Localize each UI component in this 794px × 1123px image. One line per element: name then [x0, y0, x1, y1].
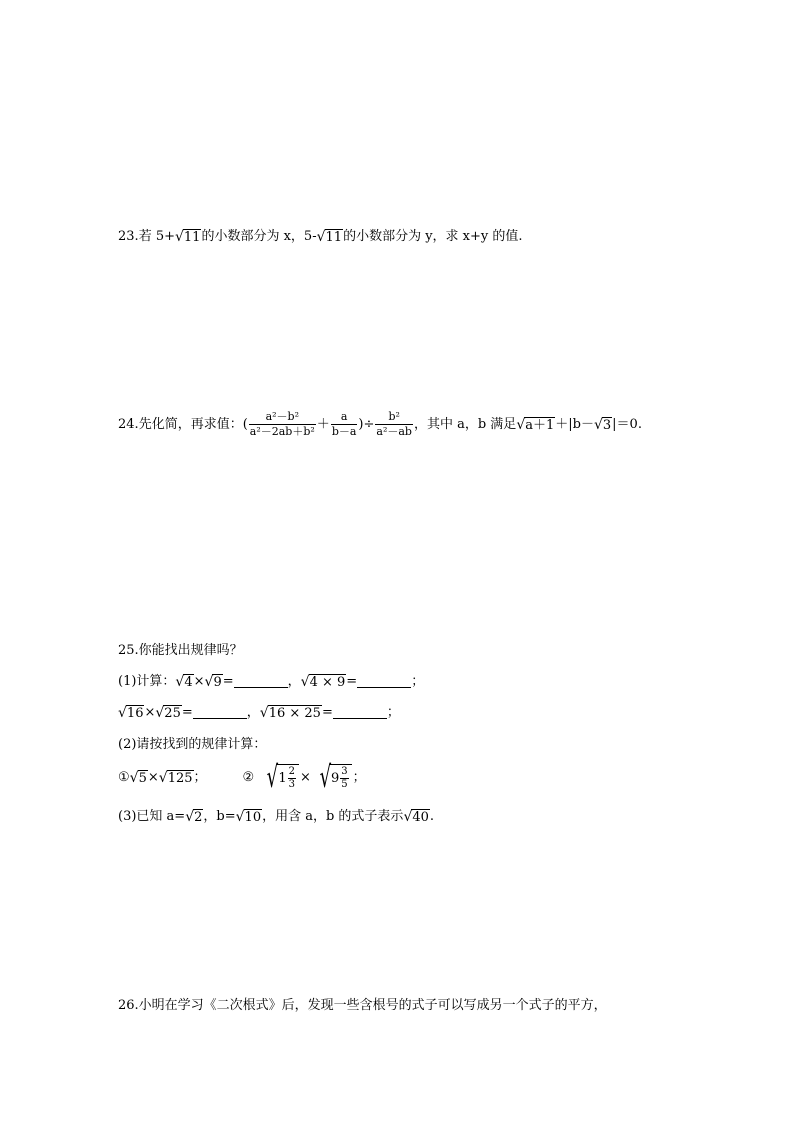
sqrt-11-b: √ 11: [316, 229, 343, 245]
sqrt-5: √ 5: [129, 770, 147, 786]
question-24-text-3: ＋|b－: [555, 416, 594, 432]
question-25-part-2-exprs: ① √ 5 × √ 125 ； ② √ 1 $\frac{2}{3}$ × √ 9 $\frac{3}{5}$ ；: [118, 760, 366, 795]
sqrt-16-times-25: √ 16 × 25: [259, 705, 321, 721]
sqrt-mixed-1: √ 1 $\frac{2}{3}$: [259, 764, 299, 791]
sqrt-125: √ 125: [158, 770, 193, 786]
sqrt-4-times-9: √ 4 × 9: [300, 674, 346, 690]
circled-2: ②: [242, 770, 255, 785]
answer-blank[interactable]: [234, 676, 288, 688]
sqrt-4: √ 4: [175, 674, 193, 690]
question-24-text-2: ，其中 a，b 满足: [413, 416, 517, 432]
question-26: 26.小明在学习《二次根式》后，发现一些含根号的式子可以写成另一个式子的平方，: [118, 998, 607, 1013]
question-25-part-1a: (1)计算： √ 4 × √ 9 = ， √ 4 × 9 = ；: [118, 674, 425, 690]
sqrt-40: √ 40: [403, 809, 429, 825]
answer-blank[interactable]: [333, 707, 387, 719]
sqrt-2: √ 2: [185, 809, 203, 825]
sqrt-25: √ 25: [155, 705, 181, 721]
answer-blank[interactable]: [357, 676, 411, 688]
sqrt-9: √ 9: [204, 674, 222, 690]
question-23-text-1: 若 5+: [138, 229, 175, 244]
question-23: [118, 229, 523, 244]
sqrt-3: √ 3: [593, 416, 612, 433]
sqrt-mixed-2: √ 9 $\frac{3}{5}$: [312, 764, 352, 791]
question-23-text-2: 的小数部分为 x，5-: [201, 229, 317, 244]
sqrt-10: √ 10: [235, 809, 262, 825]
question-25-part-2: (2)请按找到的规律计算：: [118, 737, 267, 752]
question-25-part-3: (3)已知 a= √ 2 ，b= √ 10 ，用含 a，b 的式子表示 √ 40 .: [118, 809, 435, 825]
sqrt-11-a: √ 11: [174, 229, 201, 245]
fraction-2: $\frac{a}{b-a}$: [331, 410, 357, 438]
plus-sign: ＋: [316, 416, 330, 432]
circled-1: ①: [118, 770, 130, 785]
sqrt-16: √ 16: [118, 705, 144, 721]
question-23-number: 23.: [118, 229, 139, 244]
question-24-text-4: |＝0.: [612, 416, 642, 432]
question-24-text-1: 先化简，再求值：(: [138, 416, 248, 432]
question-24-number: 24.: [118, 416, 139, 432]
fraction-3: $\frac{\text{b²}}{\text{a²－ab}}$: [376, 410, 412, 438]
question-25-title: 25.你能找出规律吗？: [118, 643, 243, 658]
part-1-label: (1)计算：: [118, 674, 176, 689]
divide-sign: )÷: [358, 416, 375, 432]
question-24: [118, 410, 642, 439]
question-23-text-3: 的小数部分为 y，求 x+y 的值.: [343, 229, 523, 244]
sqrt-a-plus-1: √ a＋1: [516, 416, 555, 433]
answer-blank[interactable]: [193, 707, 247, 719]
question-25-part-1b: √ 16 × √ 25 = ， √ 16 × 25 = ；: [118, 705, 400, 721]
fraction-1: $\frac{\text{a²－b²}}{\text{a²－2ab＋b²}}$: [249, 410, 315, 438]
